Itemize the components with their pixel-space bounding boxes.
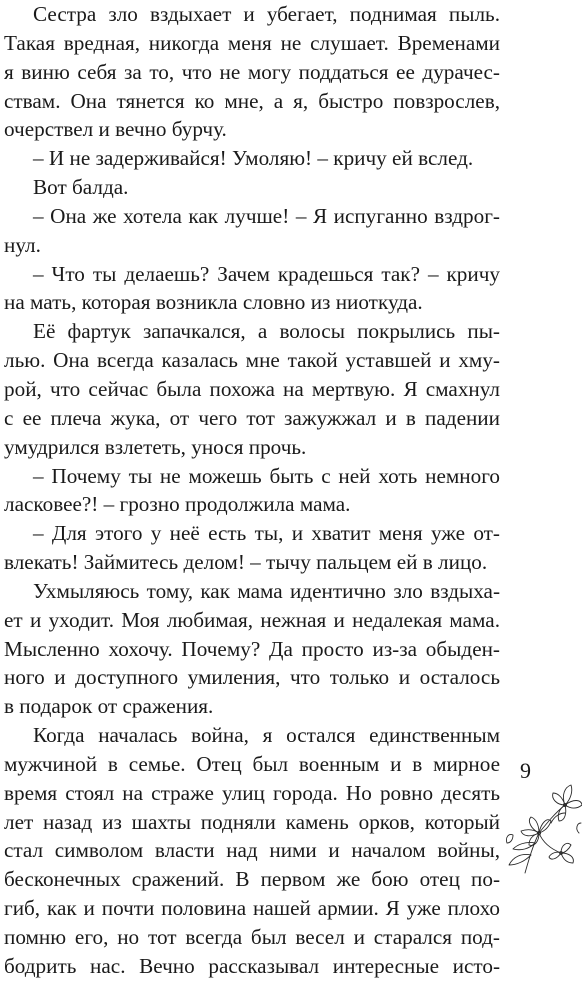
page-body-text — [4, 0, 500, 981]
text-line: влекать! Займитесь делом! – тычу пальцем ей в лицо. — [4, 550, 488, 575]
text-line: нул. — [4, 232, 41, 257]
text-line: бесконечных сражений. В первом же бою отец по- — [4, 867, 500, 892]
text-line: бодрить нас. Вечно рассказывал интересные исто- — [4, 953, 500, 978]
text-line: мужчиной в семье. Отец был военным и в мирное — [4, 751, 500, 776]
text-line: гиб, как и почти половина нашей армии. Я уже плохо — [4, 896, 500, 921]
text-line: стал символом власти над ними и началом войны, — [4, 838, 500, 863]
text-line: ласковее?! – грозно продолжила мама. — [4, 492, 351, 517]
text-line: Мысленно хохочу. Почему? Да просто из-за обыден- — [4, 636, 500, 661]
text-line: время стоял на страже улиц города. Но ровно десять — [4, 780, 500, 805]
text-line: с ее плеча жука, от чего тот зажужжал и в падении — [4, 405, 500, 430]
text-line: я виню себя за то, что не могу поддаться ее дурачес- — [4, 59, 500, 84]
text-line: Её фартук запачкался, а волосы покрылись пы- — [33, 319, 500, 344]
text-line: лет назад из шахты подняли камень орков, который — [4, 809, 500, 834]
text-line: – Почему ты не можешь быть с ней хоть немного — [33, 463, 500, 488]
text-line: помню его, но тот всегда был весел и старался под- — [4, 925, 500, 949]
text-line: – Она же хотела как лучше! – Я испуганно вздрог- — [33, 203, 500, 228]
text-line: очерствел и вечно бурчу. — [4, 117, 227, 142]
text-line: на мать, которая возникла словно из ниоткуда. — [4, 290, 423, 315]
text-line: ного и доступного умиления, что только и осталось — [4, 665, 500, 690]
text-line: Сестра зло вздыхает и убегает, поднимая пыль. — [33, 2, 500, 26]
text-line: – И не задерживайся! Умоляю! – кричу ей вслед. — [33, 146, 474, 171]
text-line: ствам. Она тянется ко мне, а я, быстро повзрослев, — [4, 88, 500, 113]
text-line: – Что ты делаешь? Зачем крадешься так? – кричу — [33, 261, 500, 286]
text-line: Когда началась война, я остался единственным — [33, 723, 500, 748]
text-line: – Для этого у неё есть ты, и хватит меня уже от- — [33, 521, 500, 546]
text-line: Такая вредная, никогда меня не слушает. Временами — [4, 30, 500, 55]
page-number: 9 — [520, 758, 531, 783]
flower-ornament-icon — [495, 783, 582, 874]
text-line: умудрился взлететь, унося прочь. — [4, 434, 307, 459]
text-line: в подарок от сражения. — [4, 694, 214, 719]
text-line: ет и уходит. Моя любимая, нежная и недалекая мама. — [4, 607, 500, 632]
text-line: рой, что сейчас была похожа на мертвую. Я смахнул — [4, 376, 500, 401]
text-line: лью. Она всегда казалась мне такой уставшей и хму- — [4, 348, 500, 373]
text-line: Вот балда. — [33, 175, 129, 200]
text-line: Ухмыляюсь тому, как мама идентично зло вздыха- — [33, 578, 500, 603]
